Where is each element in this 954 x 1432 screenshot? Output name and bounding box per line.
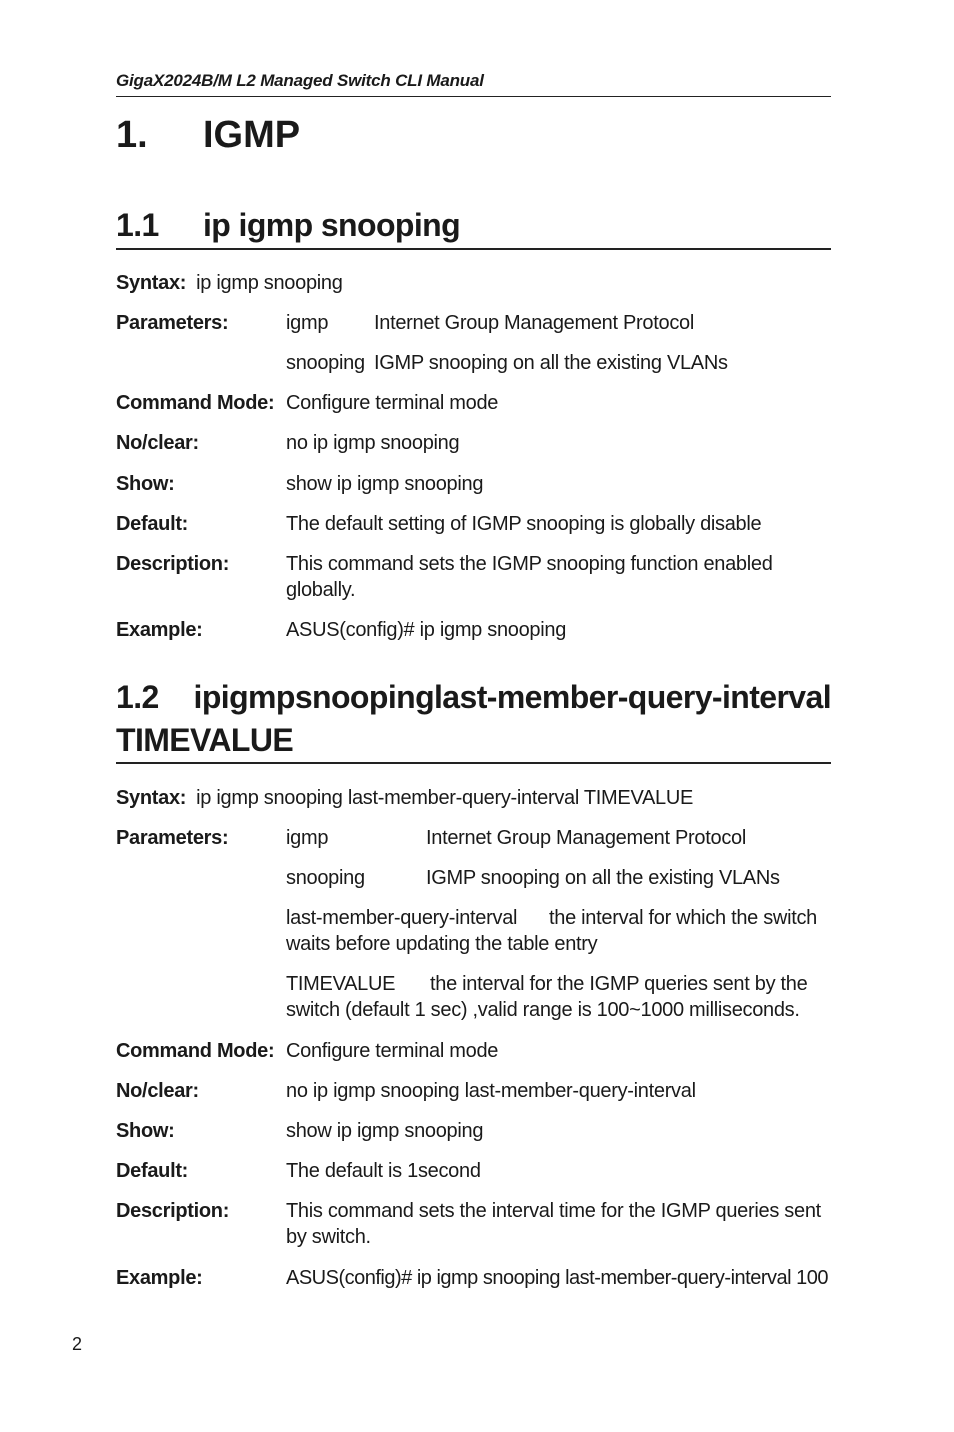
command-mode-label: Command Mode: xyxy=(116,1040,275,1062)
param-name: TIMEVALUE xyxy=(286,973,396,995)
parameters-label: Parameters: xyxy=(116,312,229,334)
noclear-label: No/clear: xyxy=(116,432,199,454)
chapter-title-text: IGMP xyxy=(203,114,301,156)
command-mode-value: Configure terminal mode xyxy=(286,392,499,414)
default-value: The default setting of IGMP snooping is globally disable xyxy=(286,513,762,535)
param-desc: the interval for the IGMP queries sent by the xyxy=(430,973,808,995)
param-item xyxy=(286,905,831,957)
show-value: show ip igmp snooping xyxy=(286,473,484,495)
show-value: show ip igmp snooping xyxy=(286,1120,484,1142)
param-item xyxy=(286,310,831,336)
param-item xyxy=(286,971,831,1023)
default-value: The default is 1second xyxy=(286,1160,481,1182)
syntax-value: ip igmp snooping last-member-query-interval TIMEVALUE xyxy=(196,787,694,809)
section-number: 1.1 xyxy=(116,207,159,243)
noclear-value: no ip igmp snooping xyxy=(286,432,460,454)
section-title-words xyxy=(194,676,831,719)
section-title-text: ip igmp snooping xyxy=(203,207,461,243)
show-label: Show: xyxy=(116,1120,175,1142)
show-label: Show: xyxy=(116,473,175,495)
param-name: igmp xyxy=(286,827,329,849)
section-number: 1.2 xyxy=(116,679,159,715)
command-mode-label: Command Mode: xyxy=(116,392,275,414)
example-label: Example: xyxy=(116,619,203,641)
param-name: snooping xyxy=(286,867,365,889)
section-title-word: snooping xyxy=(294,679,435,715)
syntax-label: Syntax: xyxy=(116,272,187,294)
syntax-value: ip igmp snooping xyxy=(196,272,343,294)
param-name: snooping xyxy=(286,352,365,374)
syntax-label: Syntax: xyxy=(116,787,187,809)
syntax-line xyxy=(116,785,693,811)
example-label: Example: xyxy=(116,1267,203,1289)
description-value: This command sets the interval time for the IGMP queries sent by switch. xyxy=(286,1200,821,1248)
parameters-label: Parameters: xyxy=(116,827,229,849)
section-title-word: igmp xyxy=(220,679,295,715)
section-title-line1 xyxy=(116,676,831,719)
syntax-line xyxy=(116,270,343,296)
description-label: Description: xyxy=(116,1200,230,1222)
default-label: Default: xyxy=(116,1160,189,1182)
section-title-line2: TIMEVALUE xyxy=(116,722,294,758)
param-item xyxy=(286,350,831,376)
param-desc-continuation: switch (default 1 sec) ,valid range is 100~1000 milliseconds. xyxy=(286,999,800,1021)
param-desc: Internet Group Management Protocol xyxy=(374,312,694,334)
command-mode-value: Configure terminal mode xyxy=(286,1040,499,1062)
default-label: Default: xyxy=(116,513,189,535)
param-desc: the interval for which the switch xyxy=(549,907,818,929)
param-name: last-member-query-interval xyxy=(286,907,518,929)
example-value: ASUS(config)# ip igmp snooping xyxy=(286,619,567,641)
chapter-number: 1. xyxy=(116,114,148,156)
description-value: This command sets the IGMP snooping function enabled globally. xyxy=(286,553,773,601)
description-label: Description: xyxy=(116,553,230,575)
param-item xyxy=(286,865,831,891)
param-desc: IGMP snooping on all the existing VLANs xyxy=(426,867,780,889)
param-item xyxy=(286,825,831,851)
chapter-title xyxy=(116,112,300,158)
param-desc: Internet Group Management Protocol xyxy=(426,827,746,849)
noclear-value: no ip igmp snooping last-member-query-interval xyxy=(286,1080,696,1102)
noclear-label: No/clear: xyxy=(116,1080,199,1102)
section-title-1-1 xyxy=(116,204,831,250)
param-name: igmp xyxy=(286,312,329,334)
param-desc: IGMP snooping on all the existing VLANs xyxy=(374,352,728,374)
section-title-1-2 xyxy=(116,676,831,764)
section-title-word: ip xyxy=(193,679,221,715)
param-desc-continuation: waits before updating the table entry xyxy=(286,933,598,955)
example-value: ASUS(config)# ip igmp snooping last-member-query-interval 100 xyxy=(286,1267,828,1289)
page-number: 2 xyxy=(72,1334,83,1354)
section-title-word: last-member-query-interval xyxy=(434,679,831,715)
running-header: GigaX2024B/M L2 Managed Switch CLI Manual xyxy=(116,70,831,97)
